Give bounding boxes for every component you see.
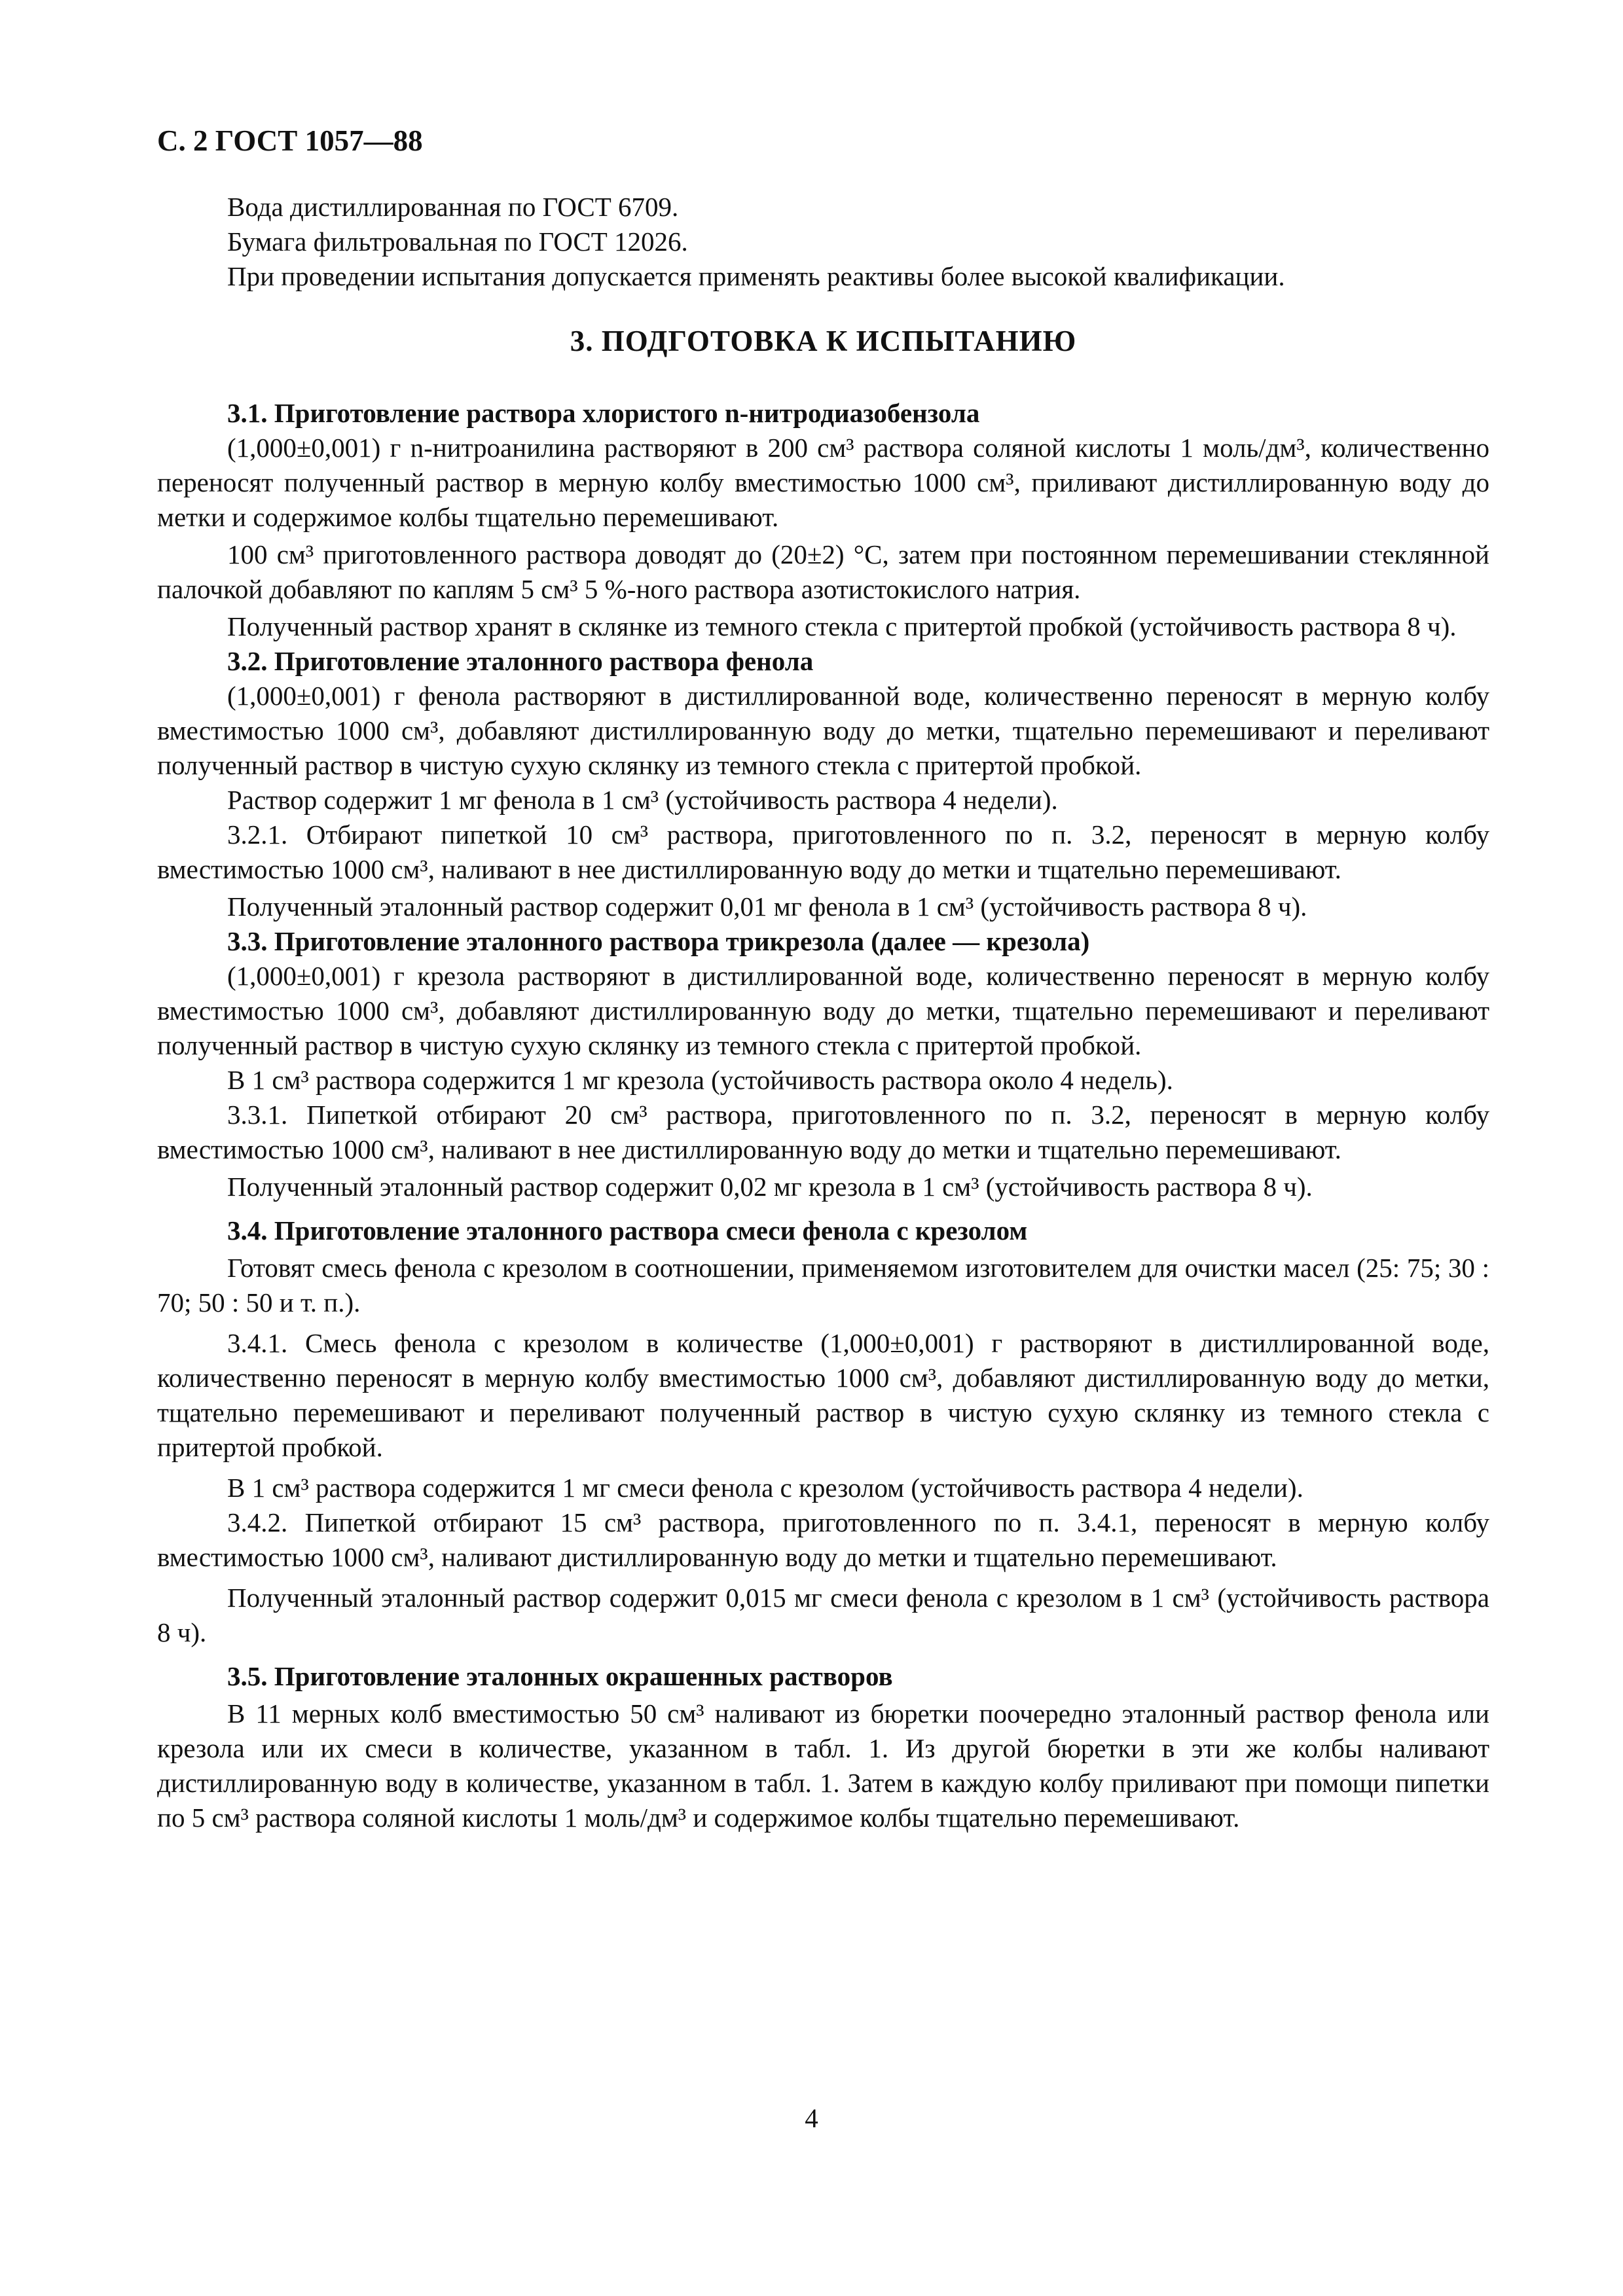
intro-line-reagents: При проведении испытания допускается применять реактивы более высокой квалификации. — [227, 261, 1285, 291]
paragraph-3-1-c: Полученный раствор хранят в склянке из темного стекла с притертой пробкой (устойчивость раствора 8 ч). — [227, 611, 1457, 641]
paragraph-3-5-a: В 11 мерных колб вместимостью 50 см³ наливают из бюретки поочередно эталонный раствор фенола или крезола или их смеси в количестве, указанном в табл. 1. Из другой бюретки в эти же колбы наливают дистиллированную воду в количестве, указанном в табл. 1. Затем в каждую колбу приливают при помощи пипетки по 5 см³ раствора соляной кислоты 1 моль/дм³ и содержимое колбы тщательно перемешивают. — [157, 1698, 1489, 1833]
paragraph-3-4-2: 3.4.2. Пипеткой отбирают 15 см³ раствора, приготовленного по п. 3.4.1, переносят в мерную колбу вместимостью 1000 см³, наливают дистиллированную воду до метки и тщательно перемешивают. — [157, 1507, 1489, 1572]
paragraph-3-3-c: Полученный эталонный раствор содержит 0,02 мг крезола в 1 см³ (устойчивость раствора 8 ч). — [227, 1172, 1313, 1202]
paragraph-3-2-c: Полученный эталонный раствор содержит 0,01 мг фенола в 1 см³ (устойчивость раствора 8 ч). — [227, 891, 1307, 922]
page-header: С. 2 ГОСТ 1057—88 — [157, 124, 423, 157]
subsection-heading-3-5: 3.5. Приготовление эталонных окрашенных растворов — [227, 1661, 893, 1691]
paragraph-3-4-c: Полученный эталонный раствор содержит 0,015 мг смеси фенола с крезолом в 1 см³ (устойчивость раствора 8 ч). — [157, 1583, 1489, 1647]
subsection-heading-3-2: 3.2. Приготовление эталонного раствора фенола — [227, 646, 814, 676]
paragraph-3-4-b: В 1 см³ раствора содержится 1 мг смеси фенола с крезолом (устойчивость раствора 4 недели). — [227, 1473, 1304, 1503]
paragraph-3-2-1: 3.2.1. Отбирают пипеткой 10 см³ раствора, приготовленного по п. 3.2, переносят в мерную колбу вместимостью 1000 см³, наливают в нее дистиллированную воду до метки и тщательно перемешивают. — [157, 819, 1489, 884]
subsection-heading-3-4: 3.4. Приготовление эталонного раствора смеси фенола с крезолом — [227, 1215, 1028, 1246]
page-body — [157, 190, 1489, 1835]
subsection-heading-3-3: 3.3. Приготовление эталонного раствора трикрезола (далее — крезола) — [227, 926, 1090, 956]
intro-line-water: Вода дистиллированная по ГОСТ 6709. — [227, 192, 679, 222]
paragraph-3-4-a: Готовят смесь фенола с крезолом в соотношении, применяемом изготовителем для очистки масел (25: 75; 30 : 70; 50 : 50 и т. п.). — [157, 1253, 1489, 1318]
intro-line-paper: Бумага фильтровальная по ГОСТ 12026. — [227, 226, 688, 257]
paragraph-3-4-1: 3.4.1. Смесь фенола с крезолом в количестве (1,000±0,001) г растворяют в дистиллированной воде, количественно переносят в мерную колбу вместимостью 1000 см³, добавляют дистиллированную воду до метки, тщательно перемешивают и переливают полученный раствор в чистую сухую склянку из темного стекла с притертой пробкой. — [157, 1328, 1489, 1462]
paragraph-3-1-b: 100 см³ приготовленного раствора доводят до (20±2) °С, затем при постоянном перемешивании стеклянной палочкой добавляют по каплям 5 см³ 5 %-ного раствора азотистокислого натрия. — [157, 539, 1489, 604]
paragraph-3-2-b: Раствор содержит 1 мг фенола в 1 см³ (устойчивость раствора 4 недели). — [227, 785, 1058, 815]
paragraph-3-3-1: 3.3.1. Пипеткой отбирают 20 см³ раствора, приготовленного по п. 3.2, переносят в мерную колбу вместимостью 1000 см³, наливают в нее дистиллированную воду до метки и тщательно перемешивают. — [157, 1100, 1489, 1164]
paragraph-3-3-b: В 1 см³ раствора содержится 1 мг крезола (устойчивость раствора около 4 недель). — [227, 1065, 1173, 1095]
paragraph-3-1-a: (1,000±0,001) г n-нитроанилина растворяют в 200 см³ раствора соляной кислоты 1 моль/дм³, количественно переносят полученный раствор в мерную колбу вместимостью 1000 см³, приливают дистиллированную воду до метки и содержимое колбы тщательно перемешивают. — [157, 433, 1489, 532]
subsection-heading-3-1: 3.1. Приготовление раствора хлористого n-нитродиазобензола — [227, 398, 980, 428]
paragraph-3-2-a: (1,000±0,001) г фенола растворяют в дистиллированной воде, количественно переносят в мерную колбу вместимостью 1000 см³, добавляют дистиллированную воду до метки, тщательно перемешивают и переливают полученный раствор в чистую сухую склянку из темного стекла с притертой пробкой. — [157, 681, 1489, 780]
page-number: 4 — [805, 2103, 818, 2133]
section-title: 3. ПОДГОТОВКА К ИСПЫТАНИЮ — [570, 325, 1077, 357]
paragraph-3-3-a: (1,000±0,001) г крезола растворяют в дистиллированной воде, количественно переносят в мерную колбу вместимостью 1000 см³, добавляют дистиллированную воду до метки, тщательно перемешивают и переливают полученный раствор в чистую сухую склянку из темного стекла с притертой пробкой. — [157, 961, 1489, 1060]
